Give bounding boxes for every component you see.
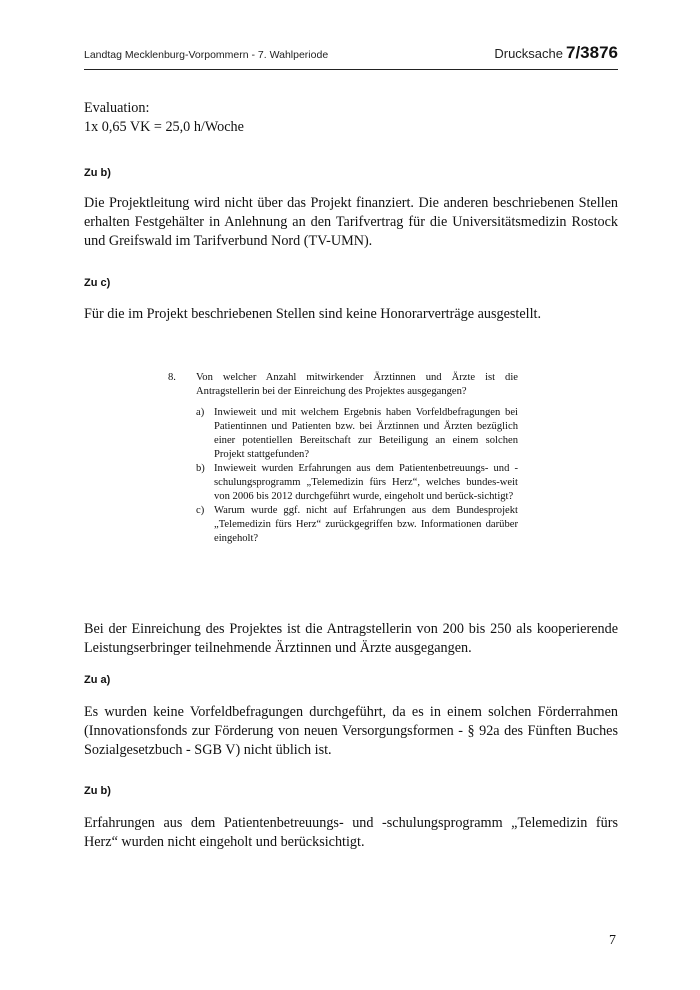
question-sub-item (196, 406, 518, 462)
answer-text: Es wurden keine Vorfeldbefragungen durchgeführt, da es in einem solchen Förderrahmen (Innovationsfonds zur Förderung von neuen Versorgungsformen - § 92a des Fünften Buches Sozialgesetzbuch - SGB V) nicht üblich ist. (84, 704, 618, 758)
section-text: Für die im Projekt beschriebenen Stellen sind keine Honorarverträge ausgestellt. (84, 306, 542, 322)
section-heading: Zu c) (84, 277, 111, 289)
answer-text: Bei der Einreichung des Projektes ist die Antragstellerin von 200 bis 250 als kooperierende Leistungserbringer teilnehmende Ärztinnen und Ärzte ausgegangen. (84, 621, 618, 656)
evaluation-value: 1x 0,65 VK = 25,0 h/Woche (84, 119, 244, 135)
parliament-name: Landtag Mecklenburg-Vorpommern - 7. Wahlperiode (84, 49, 329, 61)
answer-text: Erfahrungen aus dem Patientenbetreuungs- und -schulungsprogramm „Telemedizin fürs Herz“ wurden nicht eingeholt und berücksichtigt. (84, 815, 618, 850)
question-sub-item (196, 504, 518, 546)
question-block (168, 371, 518, 546)
page-header (84, 40, 618, 68)
sub-item-letter: c) (196, 505, 205, 516)
sub-item-text: Warum wurde ggf. nicht auf Erfahrungen aus dem Bundesprojekt „Telemedizin fürs Herz“ zurückgegriffen bzw. Informationen darüber eingeholt? (214, 505, 518, 544)
document-label: Drucksache (494, 46, 563, 61)
section-c-text-block (84, 305, 618, 324)
question-text: Von welcher Anzahl mitwirkender Ärztinnen und Ärzte ist die Antragstellerin bei der Einreichung des Projektes ausgegangen? (196, 372, 518, 397)
sub-item-text: Inwieweit wurden Erfahrungen aus dem Patientenbetreuungs- und -schulungsprogramm „Telemedizin fürs Herz“, welches bundes-weit von 2006 bis 2012 durchgeführt wurde, eingeholt und berück-sichtigt? (214, 463, 518, 502)
document-reference (494, 43, 618, 63)
question-main (168, 371, 518, 399)
header-divider (84, 69, 618, 70)
section-b-heading-block (84, 167, 618, 179)
answer-main-block (84, 620, 618, 658)
sub-item-text: Inwieweit und mit welchem Ergebnis haben Vorfeldbefragungen bei Patientinnen und Patienten bzw. bei Ärztinnen und Ärzten bezüglich einer potentiellen Bereitschaft zur Beteiligung an einem solchen Projekt stattgefunden? (214, 407, 518, 460)
question-number: 8. (168, 372, 176, 383)
answer-a-text-block (84, 703, 618, 760)
section-heading: Zu b) (84, 785, 111, 797)
evaluation-label: Evaluation: (84, 100, 150, 116)
section-c-heading-block (84, 277, 618, 289)
page-number: 7 (609, 933, 616, 948)
evaluation-block (84, 99, 618, 137)
section-b-text-block (84, 194, 618, 251)
answer-b-text-block (84, 814, 618, 852)
question-sub-list (168, 406, 518, 546)
section-heading: Zu a) (84, 674, 111, 686)
section-text: Die Projektleitung wird nicht über das Projekt finanziert. Die anderen beschriebenen Stellen erhalten Festgehälter in Anlehnung an den Tarifvertrag für die Universitätsmedizin Rostock und Greifswald im Tarifverbund Nord (TV-UMN). (84, 195, 618, 249)
sub-item-letter: a) (196, 407, 205, 418)
answer-b-heading-block (84, 785, 618, 797)
section-heading: Zu b) (84, 167, 111, 179)
document-number: 7/3876 (566, 43, 618, 62)
sub-item-letter: b) (196, 463, 205, 474)
question-sub-item (196, 462, 518, 504)
answer-a-heading-block (84, 674, 618, 686)
